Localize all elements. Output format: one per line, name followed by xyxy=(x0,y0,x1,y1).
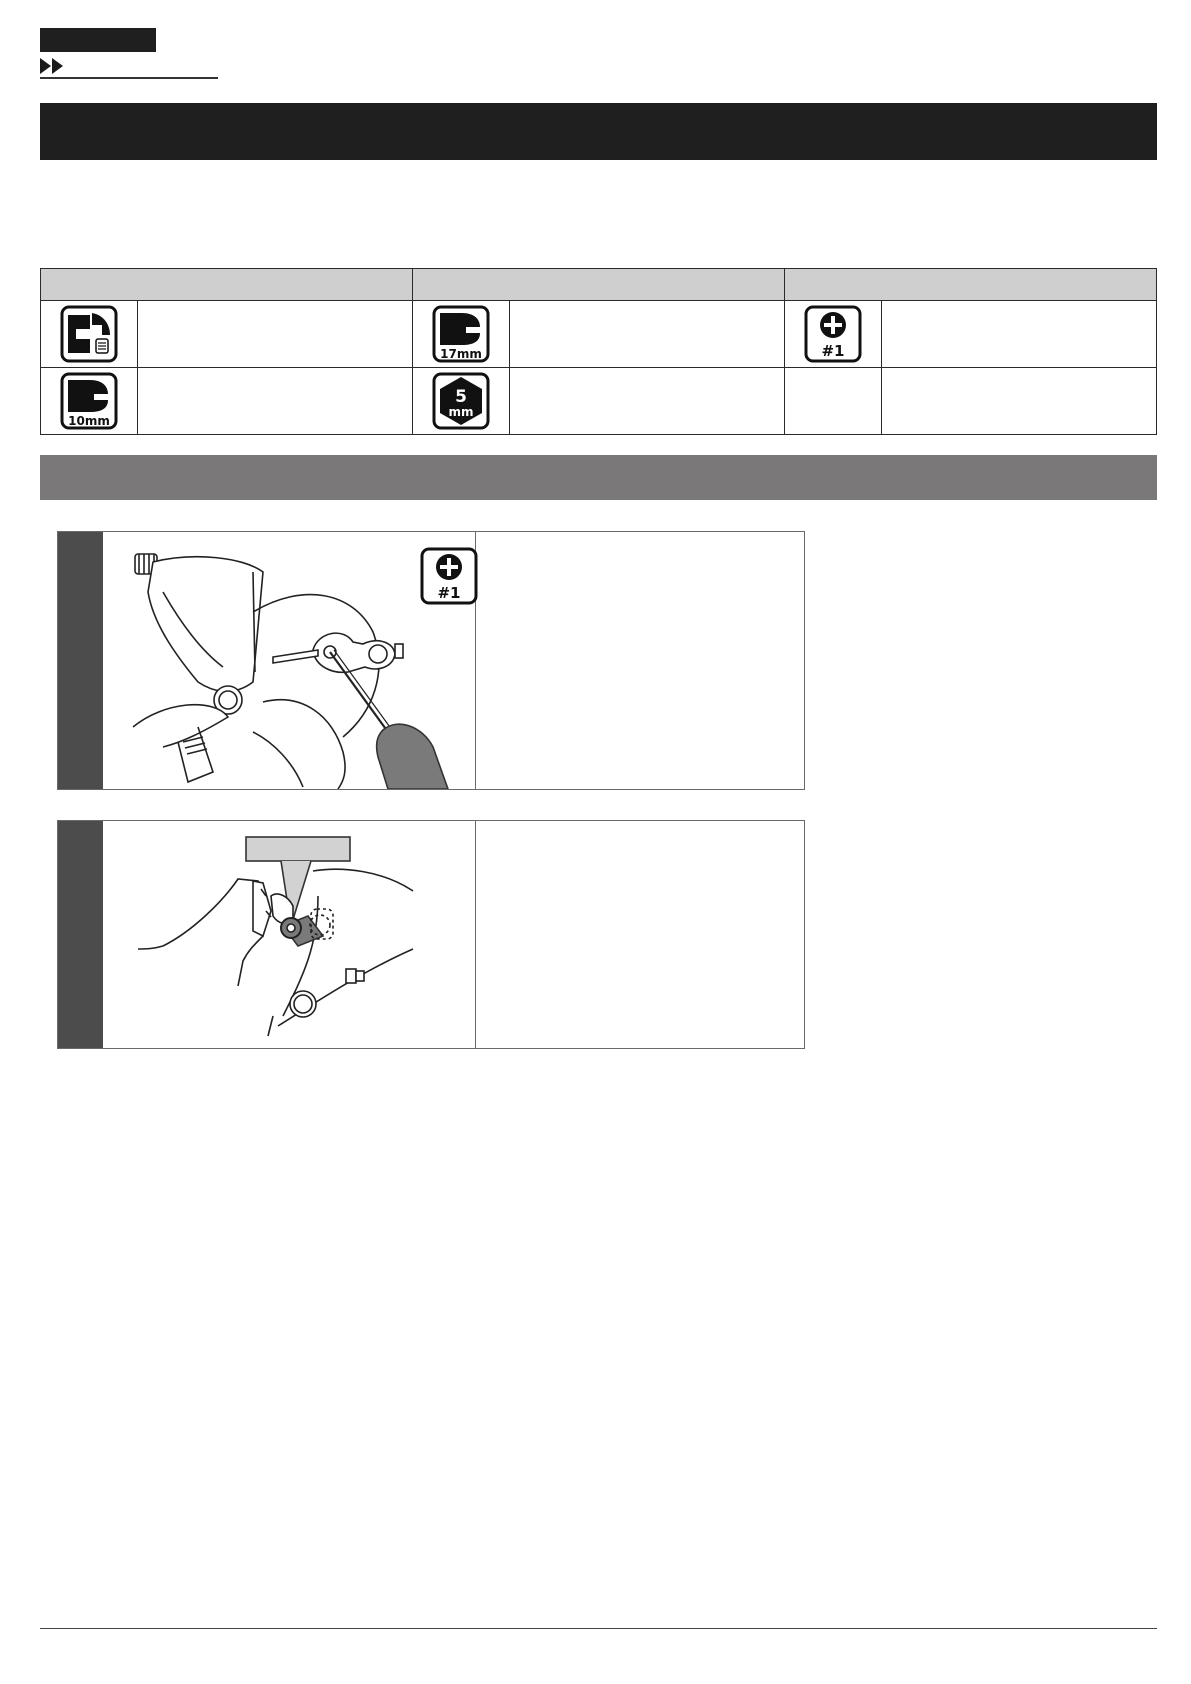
hex-key-icon xyxy=(432,372,490,430)
grease-icon xyxy=(60,305,118,363)
step-2-illustration xyxy=(103,821,476,1048)
phillips-screwdriver-icon xyxy=(420,547,478,605)
tools-column-header xyxy=(785,269,1156,301)
svg-text:17mm: 17mm xyxy=(440,347,482,361)
footer-rule xyxy=(40,1628,1157,1629)
page-title xyxy=(40,103,1157,160)
step-1 xyxy=(57,531,805,790)
step-number xyxy=(58,821,103,1048)
svg-text:#1: #1 xyxy=(821,342,845,360)
breadcrumb-underline xyxy=(40,77,218,79)
wrench-17mm-icon xyxy=(432,305,490,363)
svg-text:mm: mm xyxy=(448,405,474,419)
svg-text:5: 5 xyxy=(455,387,467,407)
tools-column-header xyxy=(413,269,784,301)
phillips-screwdriver-icon xyxy=(804,305,862,363)
chapter-tag xyxy=(40,28,156,52)
tools-table xyxy=(40,268,1157,435)
step-number xyxy=(58,532,103,789)
section-title xyxy=(40,455,1157,500)
double-arrow-icon xyxy=(40,57,70,75)
wrench-10mm-icon xyxy=(60,372,118,430)
step-1-illustration xyxy=(103,532,476,789)
adjust-position-illustration xyxy=(103,821,475,1048)
svg-text:#1: #1 xyxy=(437,584,461,602)
svg-text:10mm: 10mm xyxy=(68,414,110,428)
tools-column-header xyxy=(41,269,412,301)
step-2 xyxy=(57,820,805,1049)
